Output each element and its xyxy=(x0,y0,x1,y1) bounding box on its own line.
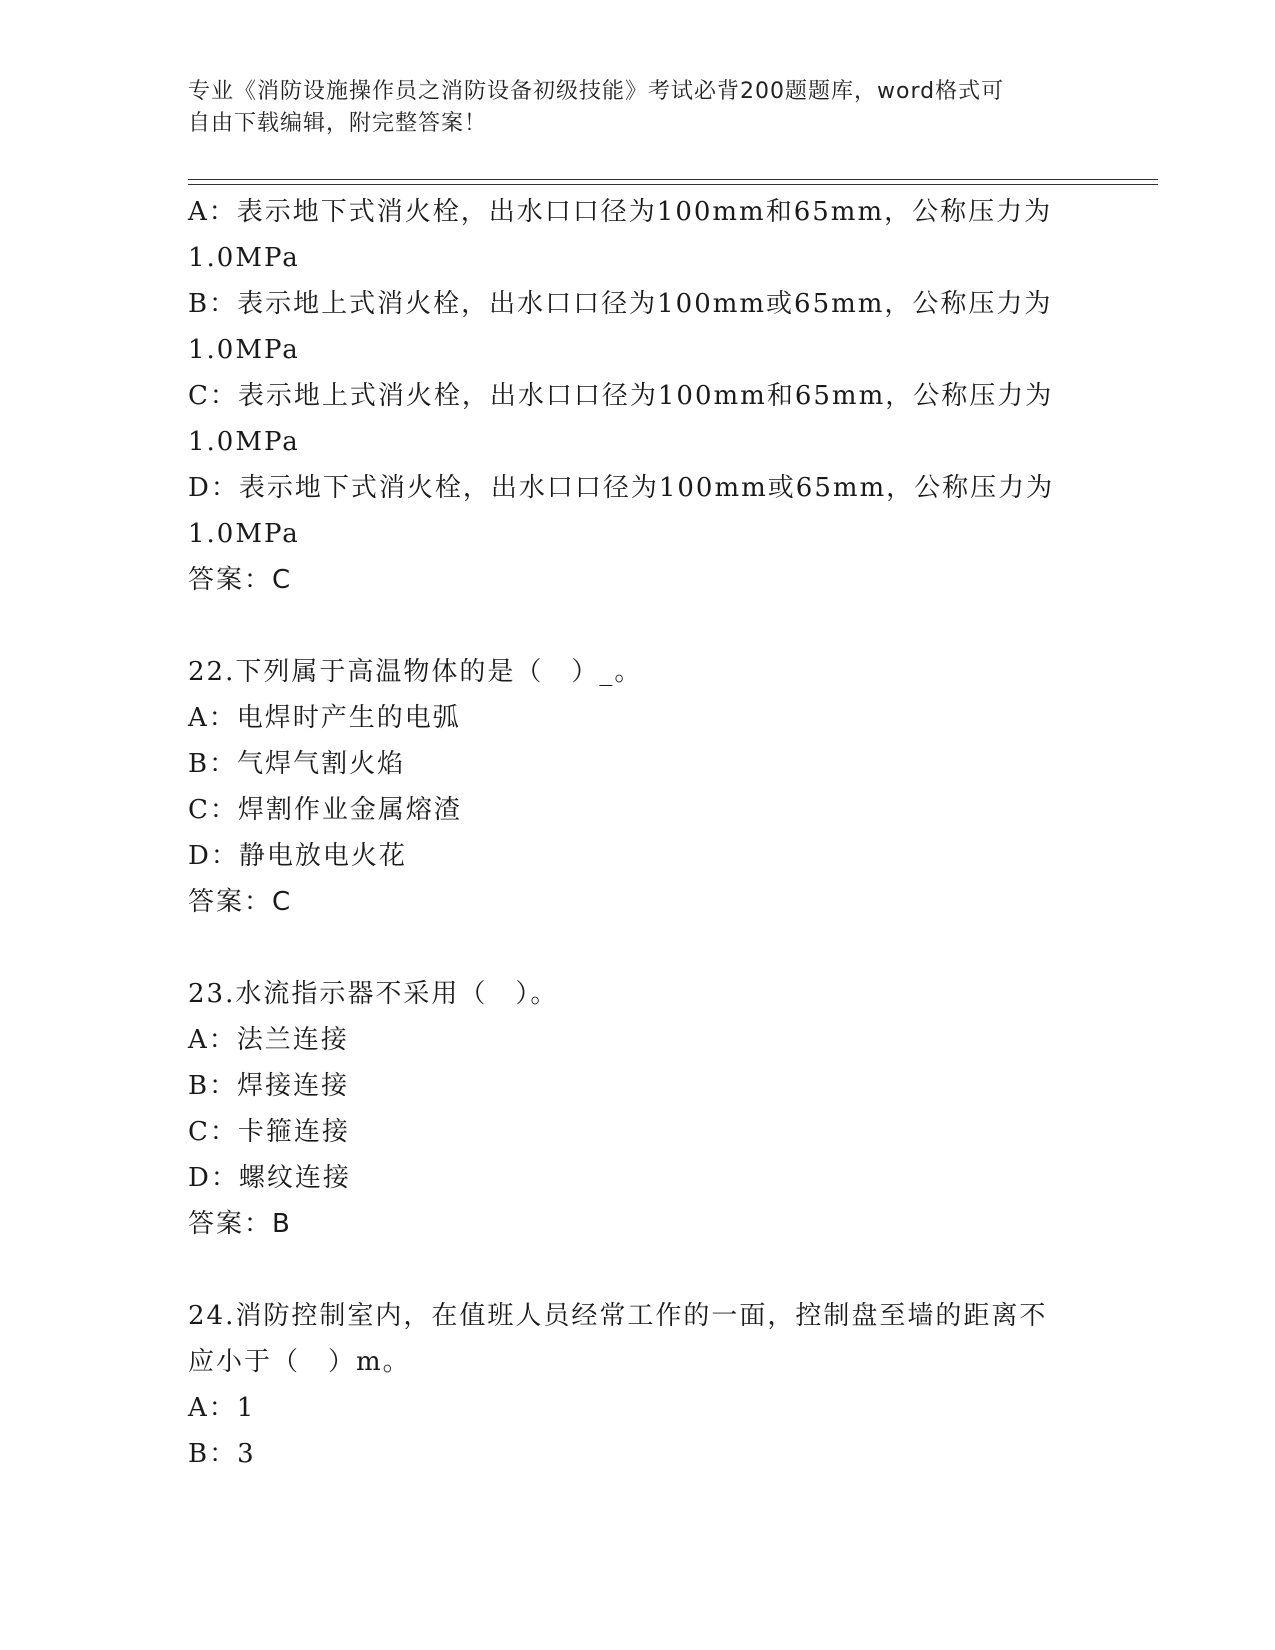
question-22 xyxy=(188,649,1188,925)
option-b: B：焊接连接 xyxy=(188,1071,350,1101)
option-b: B：气焊气割火焰 xyxy=(188,749,406,779)
answer: 答案：B xyxy=(188,1209,292,1239)
header-divider-bottom xyxy=(188,184,1158,185)
option-a: A：1 xyxy=(188,1393,256,1423)
option-d: D：螺纹连接 xyxy=(188,1163,351,1193)
option-c-line-1: C：表示地上式消火栓，出水口口径为100mm和65mm，公称压力为 xyxy=(188,381,1054,411)
option-b-line-1: B：表示地上式消火栓，出水口口径为100mm或65mm，公称压力为 xyxy=(188,289,1053,319)
spacer xyxy=(188,1247,1188,1293)
answer: 答案：C xyxy=(188,565,293,595)
option-d: D：静电放电火花 xyxy=(188,841,407,871)
question-text-line-2: 应小于（ ）m。 xyxy=(188,1347,411,1377)
question-21 xyxy=(188,189,1188,603)
option-b: B：3 xyxy=(188,1439,256,1469)
question-24 xyxy=(188,1293,1188,1477)
option-a: A：电焊时产生的电弧 xyxy=(188,703,461,733)
option-a-line-1: A：表示地下式消火栓，出水口口径为100mm和65mm，公称压力为 xyxy=(188,197,1053,227)
option-b-line-2: 1.0MPa xyxy=(188,335,300,365)
answer: 答案：C xyxy=(188,887,293,917)
question-list xyxy=(188,189,1188,1477)
spacer xyxy=(188,925,1188,971)
spacer xyxy=(188,603,1188,649)
option-d-line-1: D：表示地下式消火栓，出水口口径为100mm或65mm，公称压力为 xyxy=(188,473,1055,503)
question-text: 22.下列属于高温物体的是（ ）_。 xyxy=(188,657,643,687)
option-a-line-2: 1.0MPa xyxy=(188,243,300,273)
option-c: C：卡箍连接 xyxy=(188,1117,350,1147)
option-d-line-2: 1.0MPa xyxy=(188,519,300,549)
header-divider-top xyxy=(188,179,1158,180)
option-c: C：焊割作业金属熔渣 xyxy=(188,795,462,825)
header-line-2: 自由下载编辑，附完整答案！ xyxy=(188,111,488,136)
document-header xyxy=(188,76,1088,140)
question-text-line-1: 24.消防控制室内，在值班人员经常工作的一面，控制盘至墙的距离不 xyxy=(188,1301,1048,1331)
option-c-line-2: 1.0MPa xyxy=(188,427,300,457)
question-text: 23.水流指示器不采用（ ）。 xyxy=(188,979,559,1009)
header-line-1: 专业《消防设施操作员之消防设备初级技能》考试必背200题题库，word格式可 xyxy=(188,79,1005,104)
question-23 xyxy=(188,971,1188,1247)
option-a: A：法兰连接 xyxy=(188,1025,349,1055)
